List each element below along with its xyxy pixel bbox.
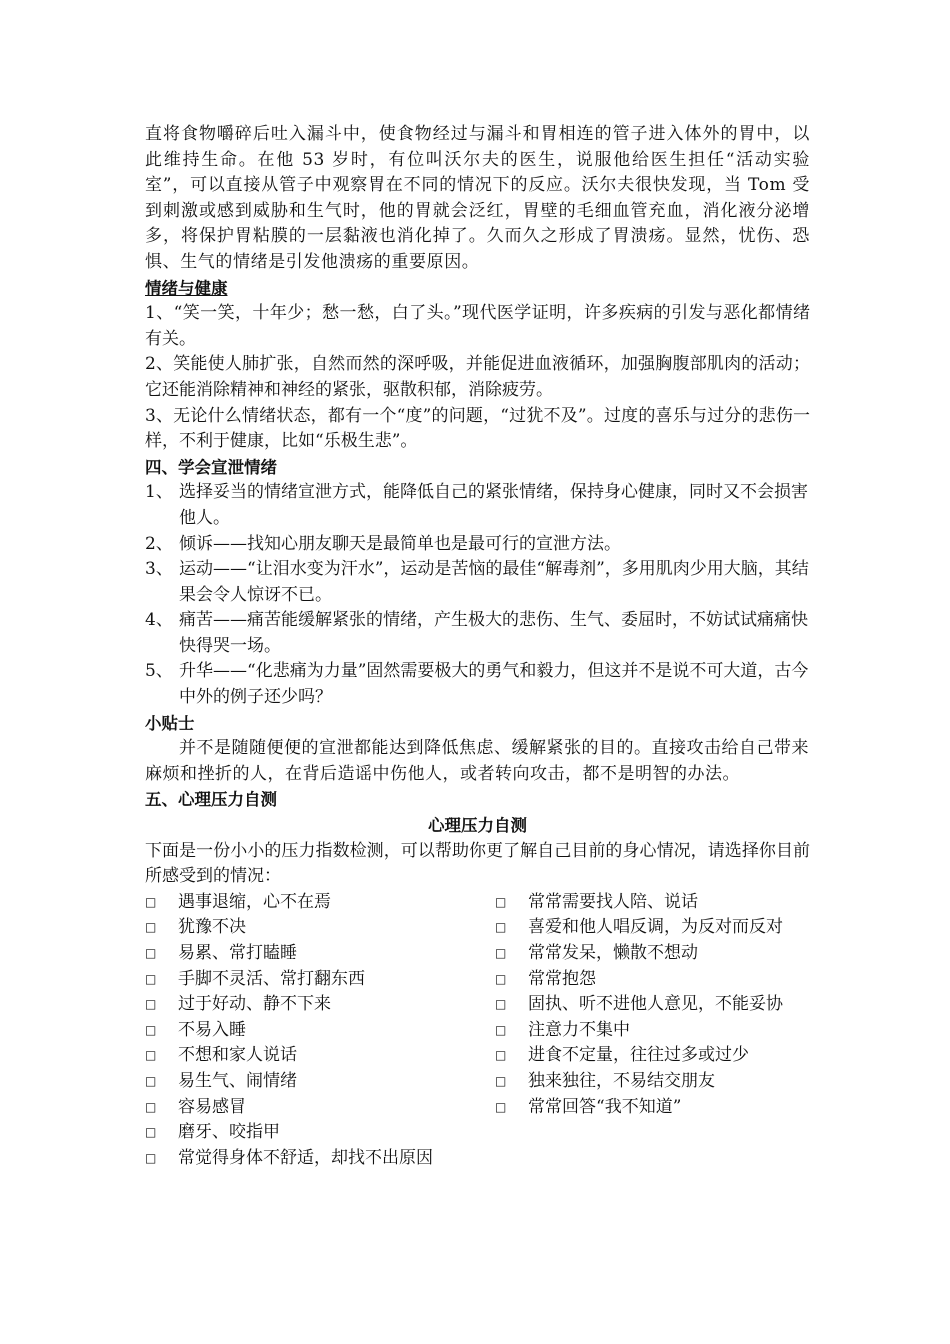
health-item: 2、笑能使人肺扩张，自然而然的深呼吸，并能促进血液循环，加强胸腹部肌肉的活动；它还能消除精神和神经的紧张，驱散积郁，消除疲劳。 — [145, 354, 810, 400]
intro-paragraph: 直将食物嚼碎后吐入漏斗中，使食物经过与漏斗和胃相连的管子进入体外的胃中，以此维持生命。在他 53 岁时，有位叫沃尔夫的医生，说服他给医生担任“活动实验室”，可以直接从管子中观察胃在不同的情况下的反应。沃尔夫很快发现，当 Tom 受到刺激或感到威胁和生气时，他的胃就会泛红，胃壁的毛细血管充血，消化液分泌增多，将保护胃粘膜的一层黏液也消化掉了。久而久之形成了胃溃疡。显然，忧伤、恐惧、生气的情绪是引发他溃疡的重要原因。 — [145, 124, 810, 272]
checklist-item-text: 不易入睡 — [178, 1019, 246, 1040]
checklist-item[interactable] — [495, 890, 810, 916]
vent-heading: 四、学会宣泄情绪 — [145, 457, 277, 477]
tips-heading: 小贴士 — [145, 713, 195, 733]
health-heading: 情绪与健康 — [145, 278, 228, 298]
vent-item — [145, 532, 810, 558]
checklist-item[interactable] — [495, 967, 810, 993]
checklist-item-text: 注意力不集中 — [528, 1019, 630, 1040]
vent-item-text: 升华——“化悲痛为力量”固然需要极大的勇气和毅力，但这并不是说不可大道，古今中外的例子还少吗？ — [179, 661, 809, 708]
checklist — [145, 890, 810, 1172]
checklist-item[interactable] — [495, 1043, 810, 1069]
checklist-item-text: 容易感冒 — [178, 1096, 246, 1117]
vent-item — [145, 480, 810, 531]
checklist-item[interactable] — [145, 941, 495, 967]
checkbox-icon[interactable]: □ — [145, 1150, 157, 1165]
checklist-item-text: 喜爱和他人唱反调，为反对而反对 — [528, 917, 783, 938]
vent-item-number: 1、 — [145, 482, 173, 503]
checkbox-icon[interactable]: □ — [495, 997, 507, 1012]
checklist-item-text: 常常回答“我不知道” — [528, 1096, 682, 1117]
tips-text: 并不是随随便便的宣泄都能达到降低焦虑、缓解紧张的目的。直接攻击给自己带来麻烦和挫折的人，在背后造谣中伤他人，或者转向攻击，都不是明智的办法。 — [145, 738, 809, 784]
checkbox-icon[interactable]: □ — [145, 1048, 157, 1063]
checklist-item[interactable] — [145, 1120, 495, 1146]
selftest-title: 心理压力自测 — [428, 816, 527, 836]
checkbox-icon[interactable]: □ — [145, 1022, 157, 1037]
checkbox-icon[interactable]: □ — [495, 1022, 507, 1037]
checklist-item[interactable] — [145, 992, 495, 1018]
checkbox-icon[interactable]: □ — [145, 946, 157, 960]
checklist-item[interactable] — [495, 941, 810, 967]
checklist-item[interactable] — [495, 992, 810, 1018]
checklist-item-text: 磨牙、咬指甲 — [178, 1122, 280, 1143]
checklist-left-column — [145, 890, 495, 1172]
checklist-item-text: 犹豫不决 — [178, 917, 246, 938]
checkbox-icon[interactable]: □ — [145, 971, 157, 986]
vent-item — [145, 557, 810, 608]
vent-item — [145, 608, 810, 659]
checklist-item[interactable] — [145, 1069, 495, 1095]
checklist-item-text: 进食不定量，往往过多或过少 — [528, 1045, 749, 1066]
checklist-item[interactable] — [145, 890, 495, 916]
checklist-item-text: 独来独往，不易结交朋友 — [528, 1070, 715, 1091]
checklist-item[interactable] — [145, 1018, 495, 1044]
checklist-item-text: 手脚不灵活、常打翻东西 — [178, 968, 365, 989]
vent-item-text: 倾诉——找知心朋友聊天是最简单也是最可行的宣泄方法。 — [179, 533, 621, 554]
checklist-item-text: 易生气、闹情绪 — [178, 1070, 297, 1091]
checklist-item[interactable] — [145, 1095, 495, 1121]
checkbox-icon[interactable]: □ — [495, 1073, 507, 1088]
vent-item-number: 3、 — [145, 559, 173, 580]
checkbox-icon[interactable]: □ — [495, 946, 507, 960]
checklist-item-text: 常觉得身体不舒适，却找不出原因 — [178, 1147, 433, 1168]
checklist-item[interactable] — [495, 1069, 810, 1095]
checklist-item-text: 不想和家人说话 — [178, 1045, 297, 1066]
checklist-item[interactable] — [495, 1095, 810, 1121]
checklist-item-text: 常常抱怨 — [528, 968, 596, 989]
vent-item-text: 痛苦——痛苦能缓解紧张的情绪，产生极大的悲伤、生气、委屈时，不妨试试痛痛快快得哭一场。 — [179, 610, 808, 656]
checklist-item-text: 固执、听不进他人意见，不能妥协 — [528, 994, 783, 1015]
checkbox-icon[interactable]: □ — [145, 997, 157, 1012]
checklist-item-text: 常常发呆，懒散不想动 — [528, 943, 698, 963]
health-item: 3、无论什么情绪状态，都有一个“度”的问题，“过犹不及”。过度的喜乐与过分的悲伤一样，不利于健康，比如“乐极生悲”。 — [145, 405, 810, 452]
checkbox-icon[interactable]: □ — [145, 1125, 157, 1140]
checkbox-icon[interactable]: □ — [145, 894, 157, 909]
selftest-intro: 下面是一份小小的压力指数检测，可以帮助你更了解自己目前的身心情况，请选择你目前所感受到的情况： — [145, 840, 810, 887]
health-item: 1、“笑一笑，十年少；愁一愁，白了头。”现代医学证明，许多疾病的引发与恶化都情绪有关。 — [145, 303, 810, 349]
checklist-item[interactable] — [145, 915, 495, 941]
vent-item-number: 5、 — [145, 661, 173, 682]
checklist-item[interactable] — [495, 915, 810, 941]
document-page — [145, 122, 810, 1171]
checklist-item-text: 过于好动、静不下来 — [178, 994, 331, 1015]
checkbox-icon[interactable]: □ — [495, 1048, 507, 1063]
checklist-item[interactable] — [145, 1043, 495, 1069]
checklist-item-text: 常常需要找人陪、说话 — [528, 891, 698, 912]
checkbox-icon[interactable]: □ — [145, 1099, 157, 1114]
vent-item-text: 运动——“让泪水变为汗水”，运动是苦恼的最佳“解毒剂”，多用肌肉少用大脑，其结果会令人惊讶不已。 — [179, 559, 809, 605]
checkbox-icon[interactable]: □ — [495, 971, 507, 986]
checklist-item[interactable] — [495, 1018, 810, 1044]
checklist-item[interactable] — [145, 967, 495, 993]
checklist-item-text: 遇事退缩，心不在焉 — [178, 891, 331, 912]
vent-item — [145, 659, 810, 710]
checklist-item-text: 易累、常打瞌睡 — [178, 943, 297, 963]
checkbox-icon[interactable]: □ — [495, 894, 507, 909]
vent-item-text: 选择妥当的情绪宣泄方式，能降低自己的紧张情绪，保持身心健康，同时又不会损害他人。 — [179, 482, 808, 528]
checklist-item[interactable] — [145, 1146, 495, 1172]
vent-item-number: 2、 — [145, 533, 173, 554]
checkbox-icon[interactable]: □ — [145, 920, 157, 935]
checkbox-icon[interactable]: □ — [145, 1073, 157, 1088]
selftest-heading: 五、心理压力自测 — [145, 790, 277, 810]
checklist-right-column — [495, 890, 810, 1172]
checkbox-icon[interactable]: □ — [495, 920, 507, 935]
vent-item-number: 4、 — [145, 610, 173, 631]
checkbox-icon[interactable]: □ — [495, 1099, 507, 1114]
